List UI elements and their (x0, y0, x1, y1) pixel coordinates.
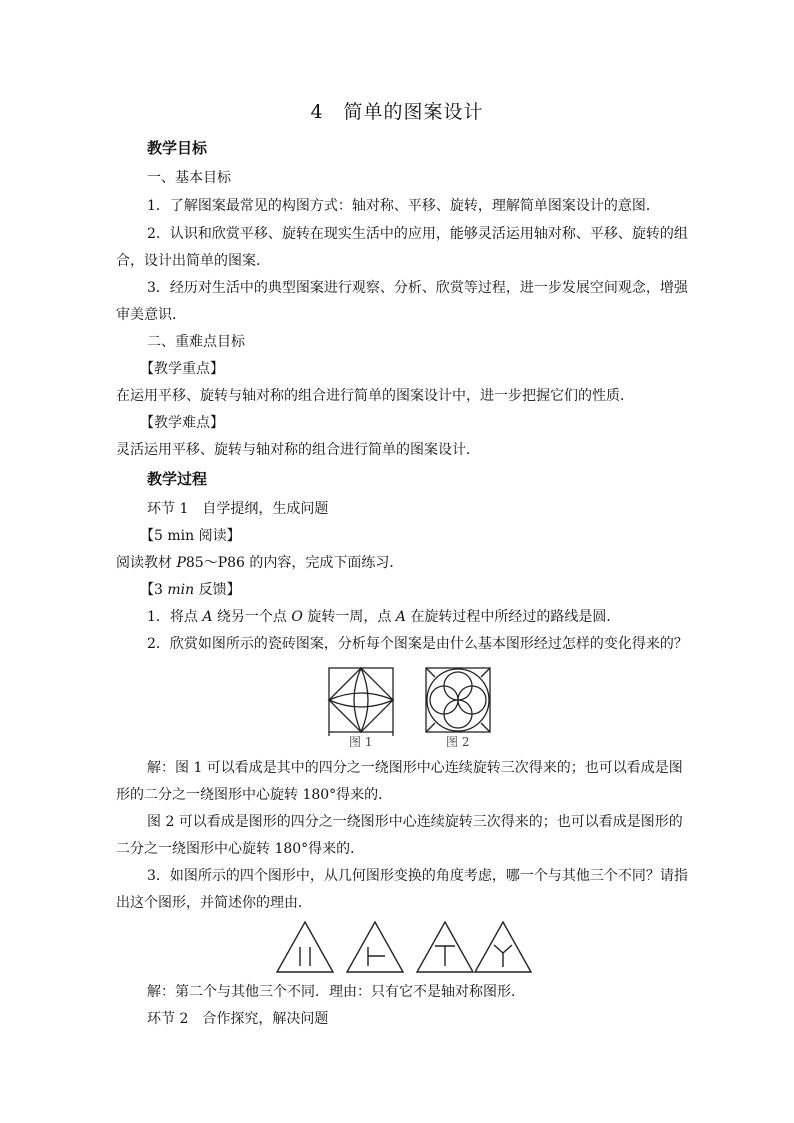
goal-item-1: 1．了解图案最常见的构图方式：轴对称、平移、旋转，理解简单图案设计的意图． (147, 198, 660, 214)
figure-1-caption: 图 1 (349, 735, 373, 749)
figure-2-caption: 图 2 (446, 735, 470, 749)
section-heading-goals: 教学目标 (147, 139, 208, 157)
answer-1-line-1: 解：图 1 可以看成是其中的四分之一绕图形中心连续旋转三次得来的；也可以看成是图 (147, 760, 683, 776)
figure-1-vertical-petal (354, 668, 368, 732)
step-2-heading: 环节 2 合作探究，解决问题 (147, 1011, 329, 1027)
subheading-basic-goals: 一、基本目标 (147, 170, 231, 186)
question-1 (147, 607, 620, 627)
q1-point-a: A (202, 609, 213, 625)
tile-pattern-figure-2 (424, 666, 492, 748)
triangle-figures (275, 920, 535, 976)
answer-2-line-1: 图 2 可以看成是图形的四分之一绕图形中心连续旋转三次得来的；也可以看成是图形的 (147, 814, 683, 830)
key-points-text: 在运用平移、旋转与轴对称的组合进行简单的图案设计中，进一步把握它们的性质． (116, 388, 634, 404)
answer-1-line-2: 形的二分之一绕图形中心旋转 180°得来的． (116, 787, 393, 803)
q1-text-c: 旋转一周，点 (302, 609, 396, 625)
answer-3: 解：第二个与其他三个不同．理由：只有它不是轴对称图形． (147, 984, 525, 1000)
reading-text-a: 阅读教材 (116, 555, 177, 571)
question-3-line-2: 出这个图形，并简述你的理由． (116, 895, 312, 911)
triangle-figure-2 (347, 922, 403, 972)
triangle-figure-4 (475, 922, 531, 972)
goal-item-3-line-1: 3．经历对生活中的典型图案进行观察、分析、欣赏等过程，进一步发展空间观念，增强 (147, 280, 688, 296)
label-difficult-points: 【教学难点】 (140, 415, 224, 431)
goal-item-3-line-2: 审美意识． (116, 307, 186, 323)
reading-text-b: 85～P86 的内容，完成下面练习． (185, 555, 404, 571)
triangle-figure-3 (417, 922, 473, 972)
triangle-figure-1 (277, 922, 333, 972)
q1-point-a-2: A (395, 609, 406, 625)
q1-text-b: 绕另一个点 (212, 609, 292, 625)
label-key-points: 【教学重点】 (140, 361, 224, 377)
question-2: 2．欣赏如图所示的瓷砖图案，分析每个图案是由什么基本图形经过怎样的变化得来的？ (147, 636, 688, 652)
goal-item-2-line-2: 合，设计出简单的图案． (116, 253, 270, 269)
figure-1-diamond (329, 668, 393, 732)
figure-1-horizontal-petal (329, 693, 393, 707)
feedback-label-a: 【3 (140, 582, 168, 598)
label-reading: 【5 min 阅读】 (140, 528, 241, 544)
subheading-key-goals: 二、重难点目标 (147, 334, 245, 350)
reading-text-p: P (176, 555, 186, 571)
q1-text-d: 在旋转过程中所经过的路线是圆． (405, 609, 621, 625)
feedback-label-min: min (167, 582, 195, 598)
goal-item-2-line-1: 2．认识和欣赏平移、旋转在现实生活中的应用，能够灵活运用轴对称、平移、旋转的组 (147, 226, 688, 242)
feedback-label-b: 反馈】 (194, 582, 241, 598)
section-heading-process: 教学过程 (147, 470, 208, 488)
tile-pattern-figure-1 (327, 666, 395, 748)
difficult-points-text: 灵活运用平移、旋转与轴对称的组合进行简单的图案设计． (116, 442, 480, 458)
answer-2-line-2: 二分之一绕图形中心旋转 180°得来的． (116, 841, 365, 857)
label-feedback (140, 580, 241, 600)
figure-1-square (329, 668, 393, 732)
reading-instruction (116, 553, 403, 573)
q1-text-a: 1．将点 (147, 609, 203, 625)
question-3-line-1: 3．如图所示的四个图形中，从几何图形变换的角度考虑，哪一个与其他三个不同？请指 (147, 868, 688, 884)
step-1-heading: 环节 1 自学提纲，生成问题 (147, 501, 329, 517)
q1-point-o: O (291, 609, 303, 625)
page-title: 4 简单的图案设计 (310, 101, 484, 123)
